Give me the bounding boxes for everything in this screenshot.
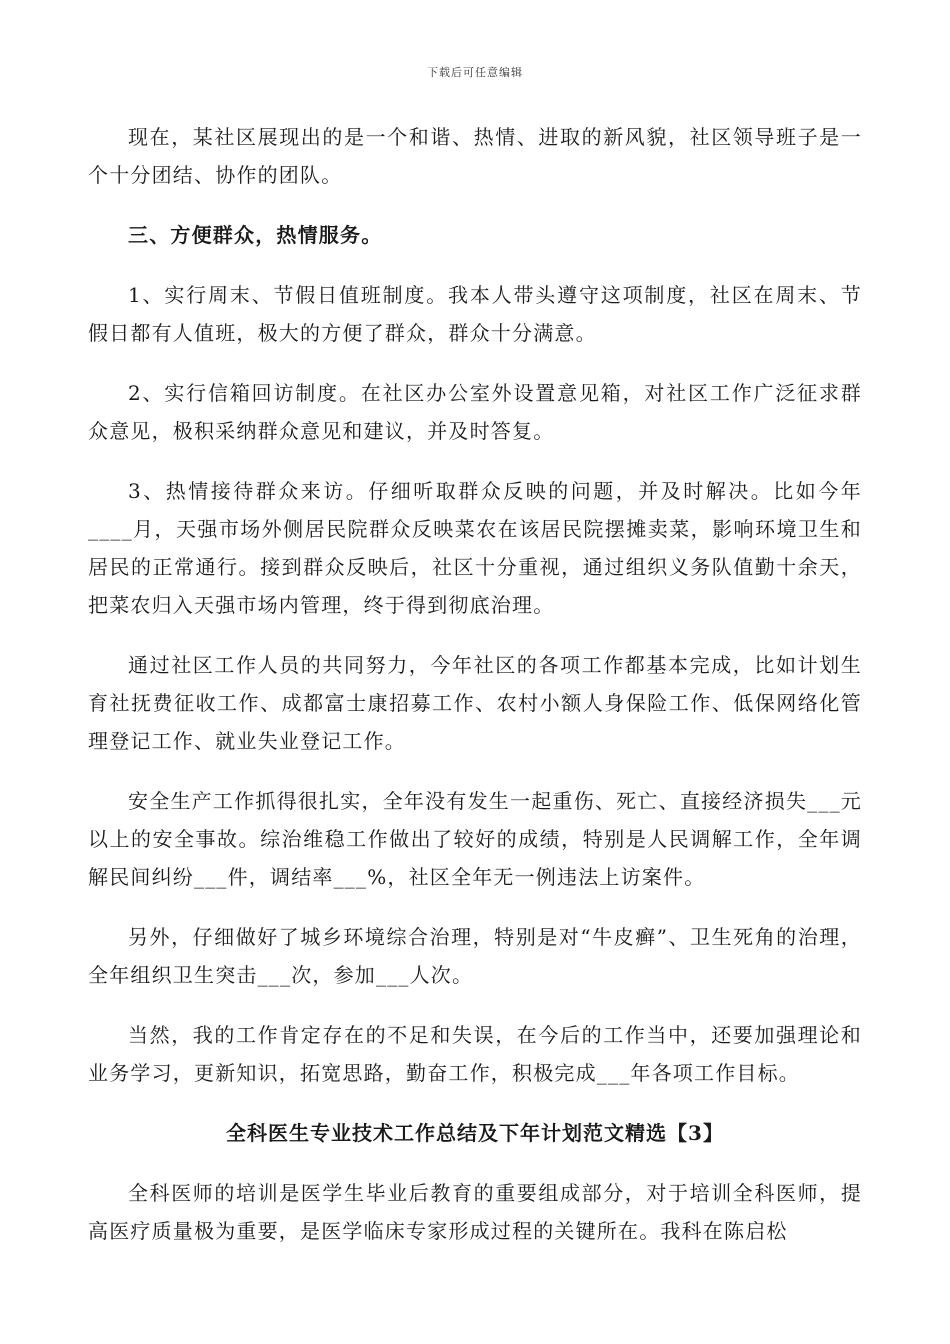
list-item-mailbox-visit: 2、实行信箱回访制度。在社区办公室外设置意见箱，对社区工作广泛征求群众意见，极积采纳群众意见和建议，并及时答复。 — [88, 381, 862, 443]
document-body — [88, 118, 862, 1272]
paragraph-community-style: 现在，某社区展现出的是一个和谐、热情、进取的新风貌，社区领导班子是一个十分团结、协作的团队。 — [88, 125, 862, 187]
page-header: 下载后可任意编辑 — [427, 66, 523, 79]
paragraph-shortcomings: 当然，我的工作肯定存在的不足和失误，在今后的工作当中，还要加强理论和业务学习，更新知识，拓宽思路，勤奋工作，积极完成___年各项工作目标。 — [88, 1023, 862, 1085]
section-heading-3: 三、方便群众，热情服务。 — [128, 223, 383, 247]
paragraph-environment: 另外，仔细做好了城乡环境综合治理，特别是对“牛皮癣”、卫生死角的治理，全年组织卫生突击___次，参加___人次。 — [88, 925, 862, 987]
paragraph-safety-production: 安全生产工作抓得很扎实，全年没有发生一起重伤、死亡、直接经济损失___元以上的安全事故。综治维稳工作做出了较好的成绩，特别是人民调解工作，全年调解民间纠纷___件，调结率___%，社区全年无一例违法上访案件。 — [88, 789, 862, 889]
article-title: 全科医生专业技术工作总结及下年计划范文精选【3】 — [226, 1121, 724, 1145]
paragraph-gp-training: 全科医师的培训是医学生毕业后教育的重要组成部分，对于培训全科医师，提高医疗质量极为重要，是医学临床专家形成过程的关键所在。我科在陈启松 — [88, 1181, 862, 1243]
list-item-receive-visitors: 3、热情接待群众来访。仔细听取群众反映的问题，并及时解决。比如今年____月，天强市场外侧居民院群众反映菜农在该居民院摆摊卖菜，影响环境卫生和居民的正常通行。接到群众反映后，社区十分重视，通过组织义务队值勤十余天，把菜农归入天强市场内管理，终于得到彻底治理。 — [88, 479, 862, 617]
paragraph-work-completed: 通过社区工作人员的共同努力，今年社区的各项工作都基本完成，比如计划生育社抚费征收工作、成都富士康招募工作、农村小额人身保险工作、低保网络化管理登记工作、就业失业登记工作。 — [88, 653, 862, 753]
list-item-weekend-duty: 1、实行周末、节假日值班制度。我本人带头遵守这项制度，社区在周末、节假日都有人值班，极大的方便了群众，群众十分满意。 — [88, 283, 862, 345]
